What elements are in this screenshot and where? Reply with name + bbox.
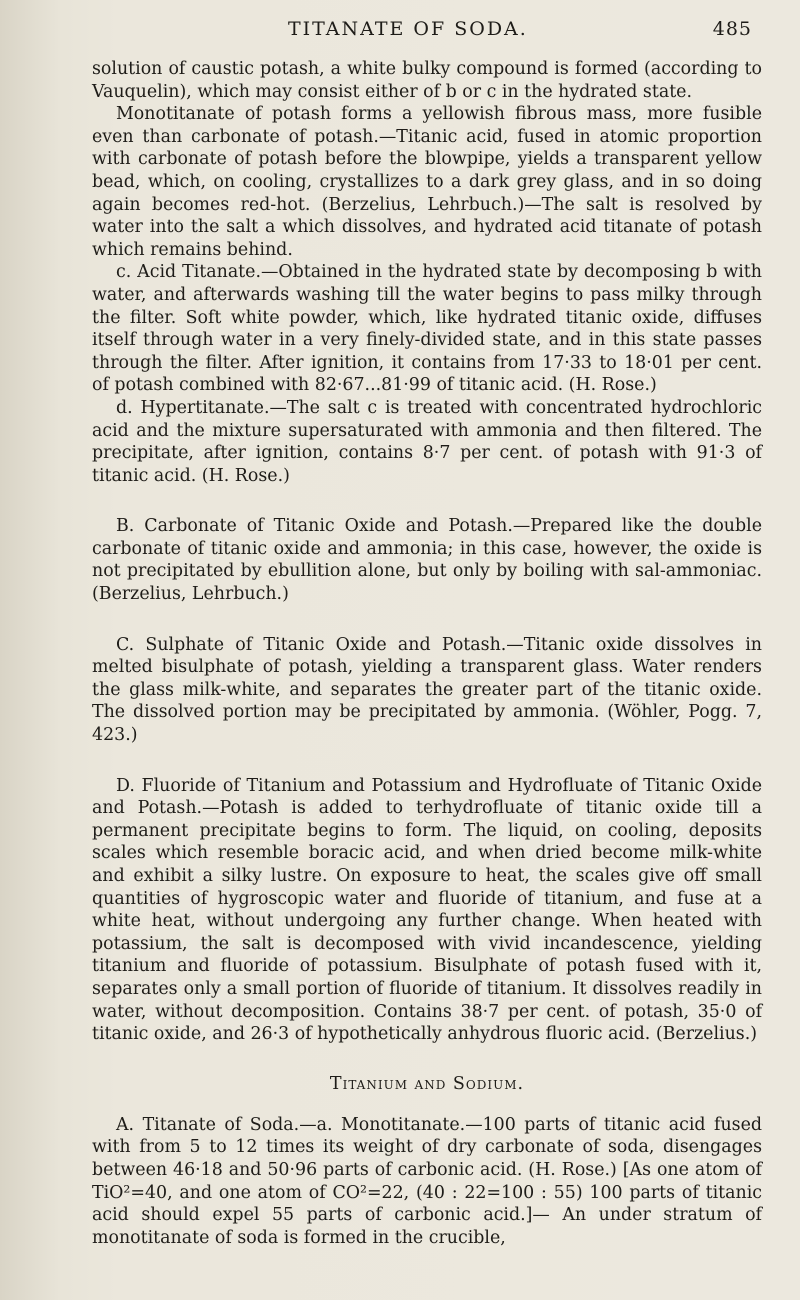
spacer (92, 1046, 762, 1074)
running-header (288, 18, 752, 40)
page-number: 485 (712, 18, 752, 40)
paragraph-fluoride: D. Fluoride of Titanium and Potassium and Hydrofluate of Titanic Oxide and Potash.—Potash is added to terhydrofluate of titanic oxide till a permanent precipitate begins to form. The liquid, on cooling, deposits scales which resemble boracic acid, and when dried become milk-white and exhibit a silky lustre. On exposure to heat, the scales give off small quantities of hygroscopic water and fluoride of titanium, and fuse at a white heat, without undergoing any further change. When heated with potassium, the salt is decomposed with vivid incandescence, yielding titanium and fluoride of potassium. Bisulphate of potash fused with it, separates only a small portion of fluoride of titanium. It dissolves readily in water, without decomposition. Contains 38·7 per cent. of potash, 35·0 of titanic oxide, and 26·3 of hypothetically anhydrous fluoric acid. (Berzelius.) (92, 775, 762, 1045)
paragraph-hypertitanate: d. Hypertitanate.—The salt c is treated with concentrated hydrochloric acid and the mixture supersaturated with ammonia and then filtered. The precipitate, after ignition, contains 8·7 per cent. of potash with 91·3 of titanic acid. (H. Rose.) (92, 397, 762, 486)
running-title: TITANATE OF SODA. (288, 18, 528, 40)
paragraph-titanate-soda: A. Titanate of Soda.—a. Monotitanate.—100 parts of titanic acid fused with from 5 to 12 times its weight of dry carbonate of soda, disengages between 46·18 and 50·96 parts of carbonic acid. (H. Rose.) [As one atom of TiO²=40, and one atom of CO²=22, (40 : 22=100 : 55) 100 parts of titanic acid should expel 55 parts of carbonic acid.]— An under stratum of monotitanate of soda is formed in the crucible, (92, 1114, 762, 1248)
paragraph-acid-titanate: c. Acid Titanate.—Obtained in the hydrated state by decomposing b with water, and afterwards washing till the water begins to pass milky through the filter. Soft white powder, which, like hydrated titanic oxide, diffuses itself through water in a very finely-divided state, and in this state passes through the filter. After ignition, it contains from 17·33 to 18·01 per cent. of potash combined with 82·67...81·99 of titanic acid. (H. Rose.) (92, 262, 762, 396)
section-heading: Titanium and Sodium. (329, 1073, 525, 1094)
spacer (92, 1094, 762, 1114)
spacer (92, 606, 762, 634)
spacer (92, 747, 762, 775)
spacer (92, 487, 762, 515)
paragraph-continuation: solution of caustic potash, a white bulky compound is formed (according to Vauquelin), which may consist either of b or c in the hydrated state. (92, 59, 762, 102)
paragraph-carbonate: B. Carbonate of Titanic Oxide and Potash.—Prepared like the double carbonate of titanic oxide and ammonia; in this case, however, the oxide is not precipitated by ebullition alone, but only by boiling with sal-ammoniac. (Berzelius, Lehrbuch.) (92, 516, 762, 605)
paragraph-monotitanate-potash: Monotitanate of potash forms a yellowish fibrous mass, more fusible even than carbonate of potash.—Titanic acid, fused in atomic proportion with carbonate of potash before the blowpipe, yields a transparent yellow bead, which, on cooling, crystallizes to a dark grey glass, and in so doing again becomes red-hot. (Berzelius, Lehrbuch.)—The salt is resolved by water into the salt a which dissolves, and hydrated acid titanate of potash which remains behind. (92, 104, 762, 260)
paragraph-sulphate: C. Sulphate of Titanic Oxide and Potash.—Titanic oxide dissolves in melted bisulphate of potash, yielding a transparent glass. Water renders the glass milk-white, and separates the greater part of the titanic oxide. The dissolved portion may be precipitated by ammonia. (Wöhler, Pogg. 7, 423.) (92, 634, 762, 746)
